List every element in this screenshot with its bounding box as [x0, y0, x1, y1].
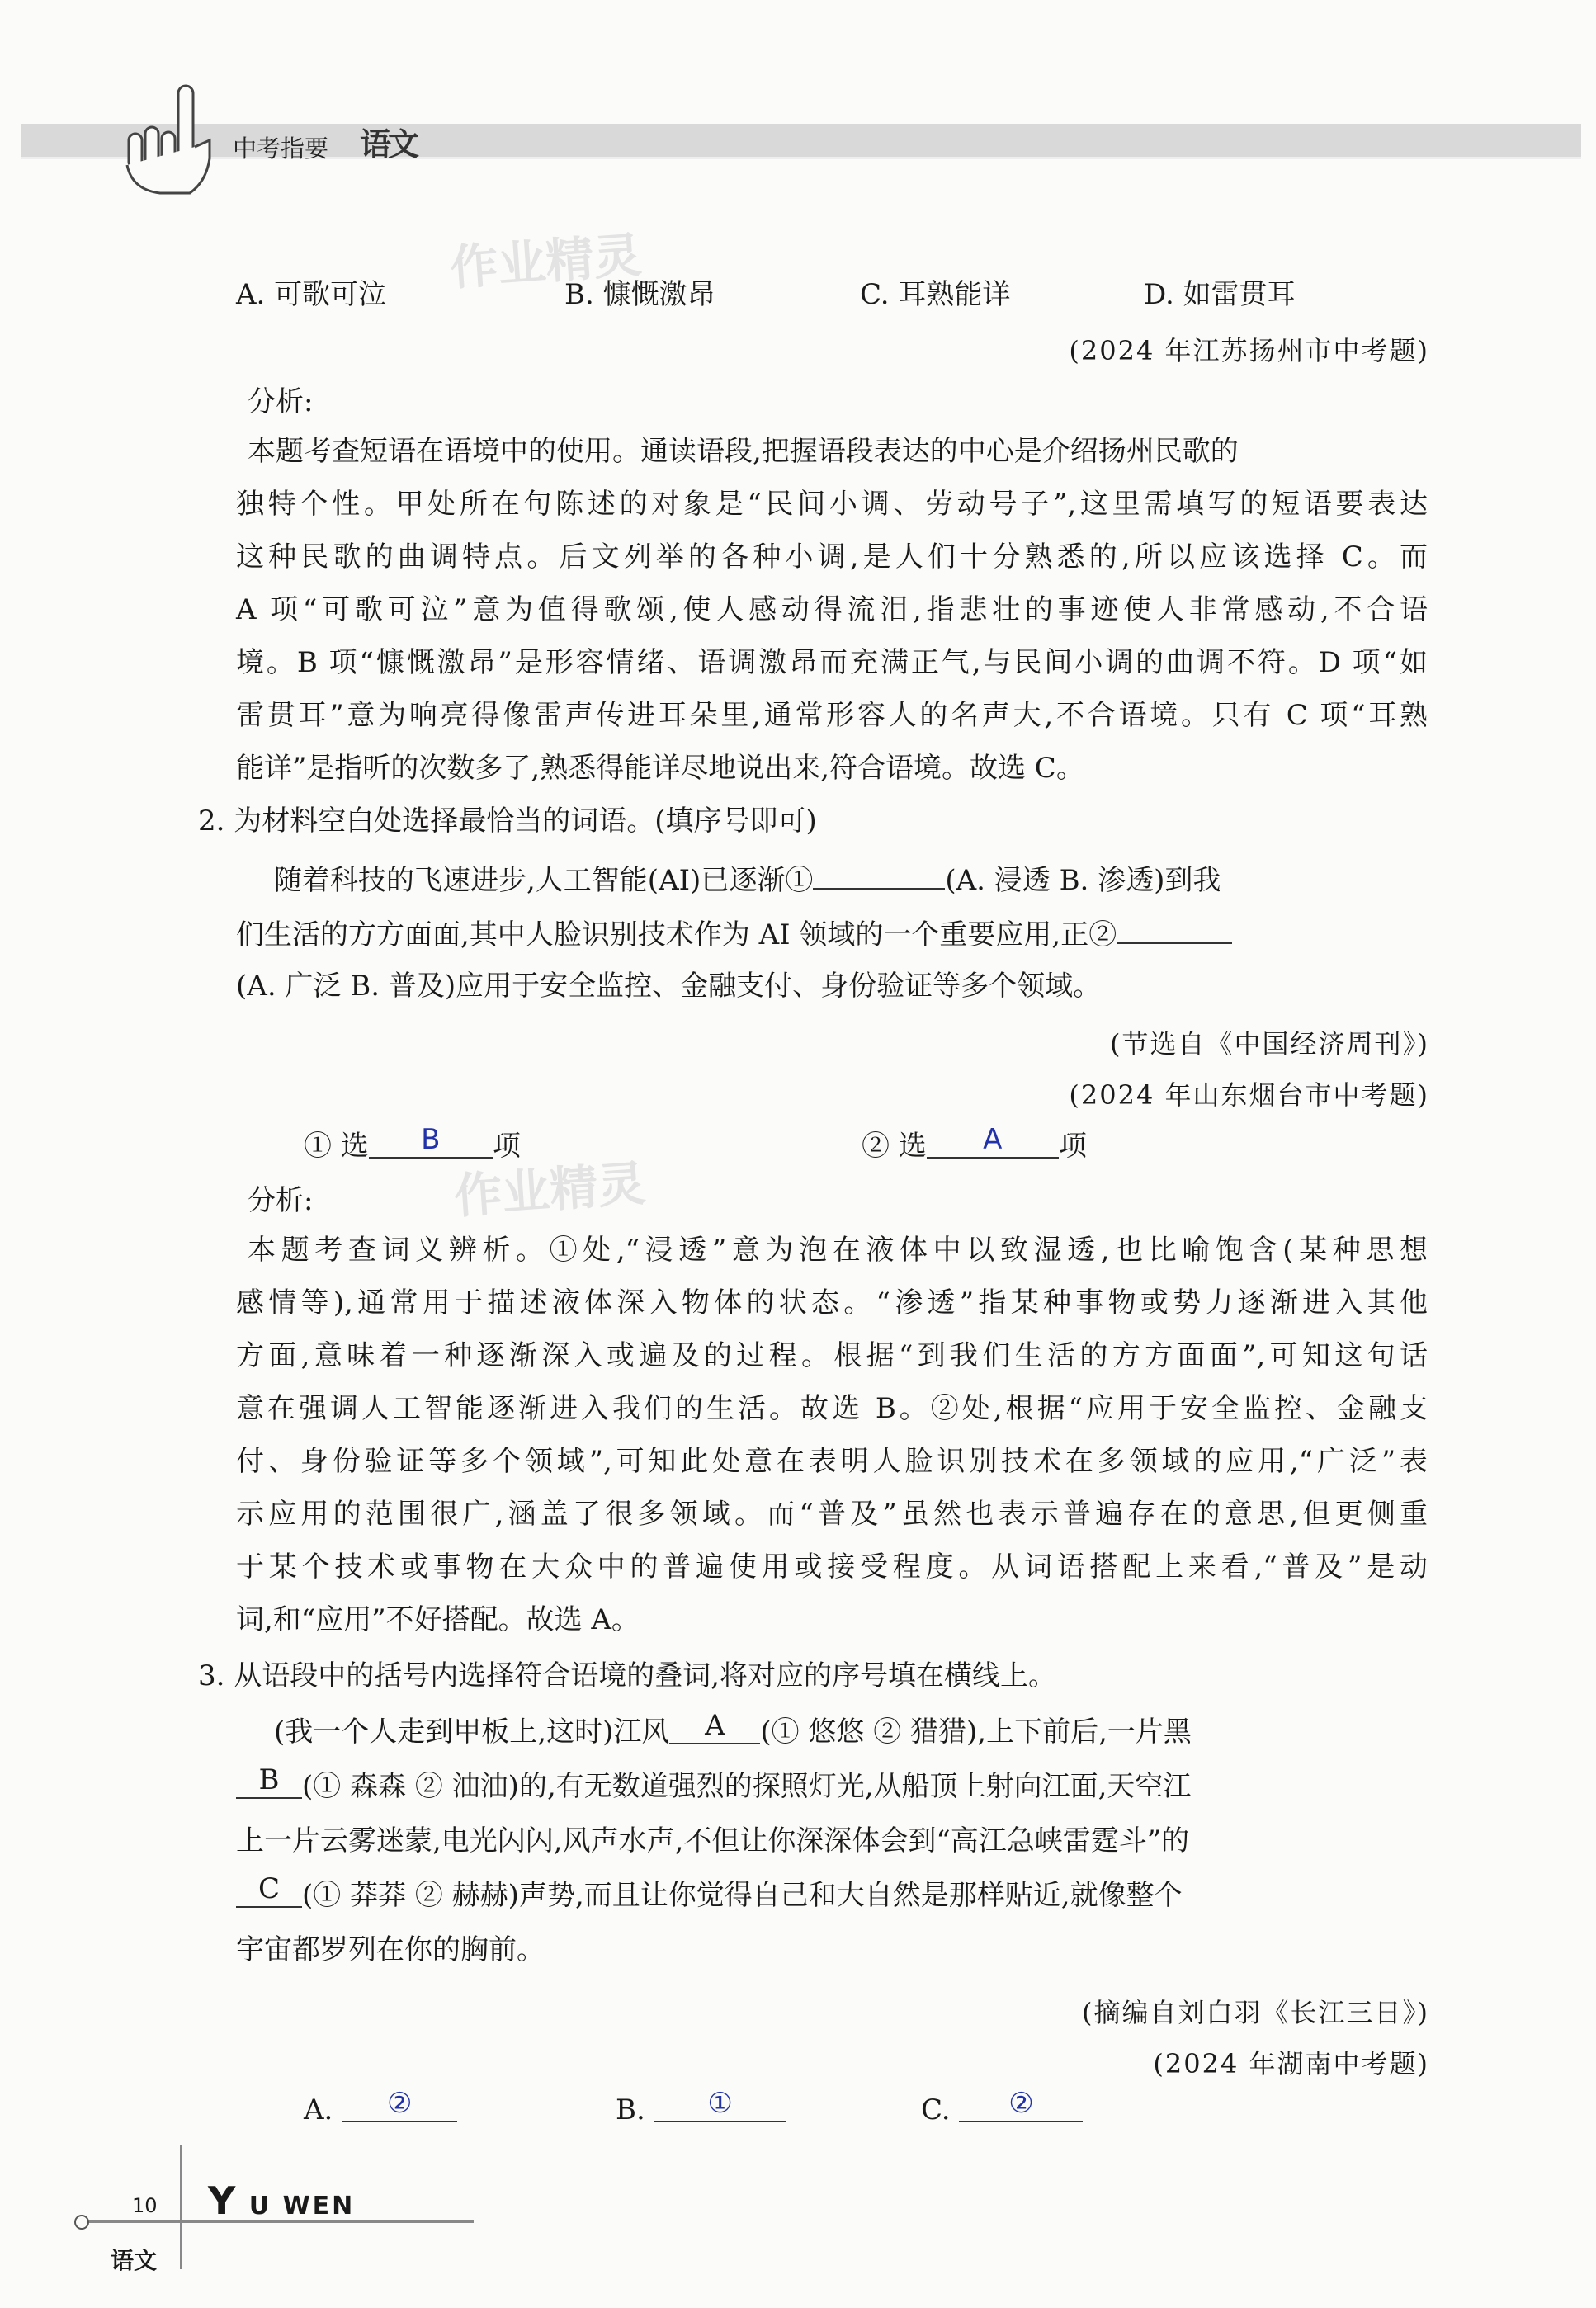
q3-passage-text: (我一个人走到甲板上,这时)江风 — [274, 1716, 670, 1749]
blank-letter: B — [258, 1763, 280, 1796]
q2-analysis-line: 意在强调人工智能逐渐进入我们的生活。故选 B。②处,根据“应用于安全监控、金融支 — [236, 1392, 1428, 1425]
q2-analysis-line: 感情等),通常用于描述液体深入物体的状态。“渗透”指某种事物或势力逐渐进入其他 — [236, 1286, 1428, 1319]
answer-prefix: ① 选 — [304, 1130, 369, 1163]
answer-blank — [654, 2087, 786, 2122]
answer-value: ② — [386, 2087, 413, 2120]
q1-source: (2024 年江苏扬州市中考题) — [1069, 335, 1429, 366]
q2-answer-2 — [862, 1123, 1087, 1163]
q3-source: (2024 年湖南中考题) — [1153, 2048, 1429, 2079]
footer-dot-icon — [74, 2215, 89, 2230]
footer-yuwen — [208, 2178, 355, 2223]
answer-value: ① — [707, 2087, 733, 2120]
answer-suffix: 项 — [492, 1130, 521, 1163]
q2-analysis-line: 付、身份验证等多个领域”,可知此处意在表明人脸识别技术在多领域的应用,“广泛”表 — [236, 1445, 1428, 1478]
footer-vertical-rule — [180, 2145, 182, 2269]
blank-letter: C — [257, 1872, 280, 1905]
q2-source: (2024 年山东烟台市中考题) — [1069, 1079, 1429, 1111]
q1-analysis-line: 这种民歌的曲调特点。后文列举的各种小调,是人们十分熟悉的,所以应该选择 C。而 — [236, 540, 1428, 573]
q3-excerpt: (摘编自刘白羽《长江三日》) — [1082, 1997, 1429, 2028]
answer-prefix: ② 选 — [862, 1130, 927, 1163]
q3-answer-c — [921, 2087, 1083, 2126]
answer-value: A — [983, 1123, 1003, 1156]
q2-analysis-line: 词,和“应用”不好搭配。故选 A。 — [236, 1603, 640, 1636]
answer-value: B — [421, 1123, 441, 1156]
q3-blank-3 — [236, 1872, 302, 1908]
page-number: 10 — [132, 2194, 158, 2217]
watermark: 作业精灵 — [452, 1154, 648, 1225]
answer-blank — [927, 1123, 1059, 1159]
q3-passage-line — [236, 1763, 1192, 1803]
answer-suffix: 项 — [1058, 1130, 1087, 1163]
footer-subject: 语文 — [111, 2247, 158, 2274]
q2-passage-text: 随着科技的飞速进步,人工智能(AI)已逐渐① — [274, 864, 814, 897]
q1-analysis-line: 境。B 项“慷慨激昂”是形容情绪、语调激昂而充满正气,与民间小调的曲调不符。D 项“如 — [236, 646, 1428, 679]
q2-blank-2 — [1117, 918, 1232, 944]
q2-analysis-line: 本题考查词义辨析。①处,“浸透”意为泡在液体中以致湿透,也比喻饱含(某种思想 — [248, 1234, 1428, 1267]
q2-analysis-line: 方面,意味着一种逐渐深入或遍及的过程。根据“到我们生活的方方面面”,可知这句话 — [236, 1339, 1428, 1372]
q1-analysis-line: 本题考查短语在语境中的使用。通读语段,把握语段表达的中心是介绍扬州民歌的 — [248, 435, 1239, 468]
q2-blank-1 — [813, 863, 945, 890]
hand-logo-icon — [124, 83, 223, 198]
footer-wen-text: U WEN — [248, 2192, 356, 2221]
q1-analysis-line: A 项“可歌可泣”意为值得歌颂,使人感动得流泪,指悲壮的事迹使人非常感动,不合语 — [236, 593, 1428, 626]
answer-blank — [959, 2087, 1083, 2122]
q2-passage-text: (A. 浸透 B. 渗透)到我 — [945, 864, 1221, 897]
blank-letter: A — [705, 1709, 725, 1742]
q2-answer-1 — [304, 1123, 521, 1163]
q3-passage-text: (① 悠悠 ② 猎猎),上下前后,一片黑 — [760, 1716, 1192, 1749]
watermark: 作业精灵 — [448, 226, 644, 296]
q2-excerpt: (节选自《中国经济周刊》) — [1110, 1028, 1429, 1060]
q3-passage-line: 上一片云雾迷蒙,电光闪闪,风声水声,不但让你深深体会到“高江急峡雷霆斗”的 — [236, 1824, 1190, 1857]
answer-value: ② — [1008, 2087, 1034, 2120]
q3-blank-1 — [669, 1709, 760, 1744]
option-a: A. 可歌可泣 — [236, 278, 387, 311]
answer-label: B. — [616, 2093, 645, 2126]
q3-answer-a — [304, 2087, 457, 2126]
q2-passage-line: (A. 广泛 B. 普及)应用于安全监控、金融支付、身份验证等多个领域。 — [236, 970, 1102, 1003]
footer-yu-letter: Y — [208, 2178, 238, 2223]
subject-logo: 语文 — [360, 125, 417, 163]
q3-passage-line: 宇宙都罗列在你的胸前。 — [236, 1933, 545, 1966]
q3-answer-b — [616, 2087, 786, 2126]
q1-analysis-line: 独特个性。甲处所在句陈述的对象是“民间小调、劳动号子”,这里需填写的短语要表达 — [236, 488, 1428, 521]
q1-analysis-label: 分析: — [248, 385, 314, 418]
option-d: D. 如雷贯耳 — [1144, 278, 1296, 311]
q1-analysis-line: 雷贯耳”意为响亮得像雷声传进耳朵里,通常形容人的名声大,不合语境。只有 C 项“耳熟 — [236, 699, 1428, 732]
q2-passage-line — [236, 918, 1232, 949]
answer-blank — [369, 1123, 493, 1159]
q3-prompt: 3. 从语段中的括号内选择符合语境的叠词,将对应的序号填在横线上。 — [198, 1659, 1057, 1692]
option-b: B. 慷慨激昂 — [564, 278, 715, 311]
answer-blank — [342, 2087, 457, 2122]
q2-analysis-label: 分析: — [248, 1184, 314, 1217]
q3-passage-text: (① 森森 ② 油油)的,有无数道强烈的探照灯光,从船顶上射向江面,天空江 — [302, 1770, 1192, 1803]
q3-passage-line — [274, 1709, 1192, 1749]
q1-analysis-line: 能详”是指听的次数多了,熟悉得能详尽地说出来,符合语境。故选 C。 — [236, 752, 1084, 785]
q3-passage-line — [236, 1872, 1183, 1912]
q2-analysis-line: 于某个技术或事物在大众中的普遍使用或接受程度。从词语搭配上来看,“普及”是动 — [236, 1550, 1428, 1584]
header-title: 中考指要 — [233, 135, 329, 163]
answer-label: A. — [304, 2093, 333, 2126]
q3-passage-text: (① 莽莽 ② 赫赫)声势,而且让你觉得自己和大自然是那样贴近,就像整个 — [302, 1879, 1183, 1912]
q2-passage-line — [274, 863, 1221, 897]
answer-label: C. — [921, 2093, 951, 2126]
q2-analysis-line: 示应用的范围很广,涵盖了很多领域。而“普及”虽然也表示普遍存在的意思,但更侧重 — [236, 1498, 1428, 1531]
option-c: C. 耳熟能详 — [860, 278, 1011, 311]
q2-passage-text: 们生活的方方面面,其中人脸识别技术作为 AI 领域的一个重要应用,正② — [236, 918, 1117, 951]
q2-prompt: 2. 为材料空白处选择最恰当的词语。(填序号即可) — [198, 805, 817, 838]
q3-blank-2 — [236, 1763, 302, 1799]
